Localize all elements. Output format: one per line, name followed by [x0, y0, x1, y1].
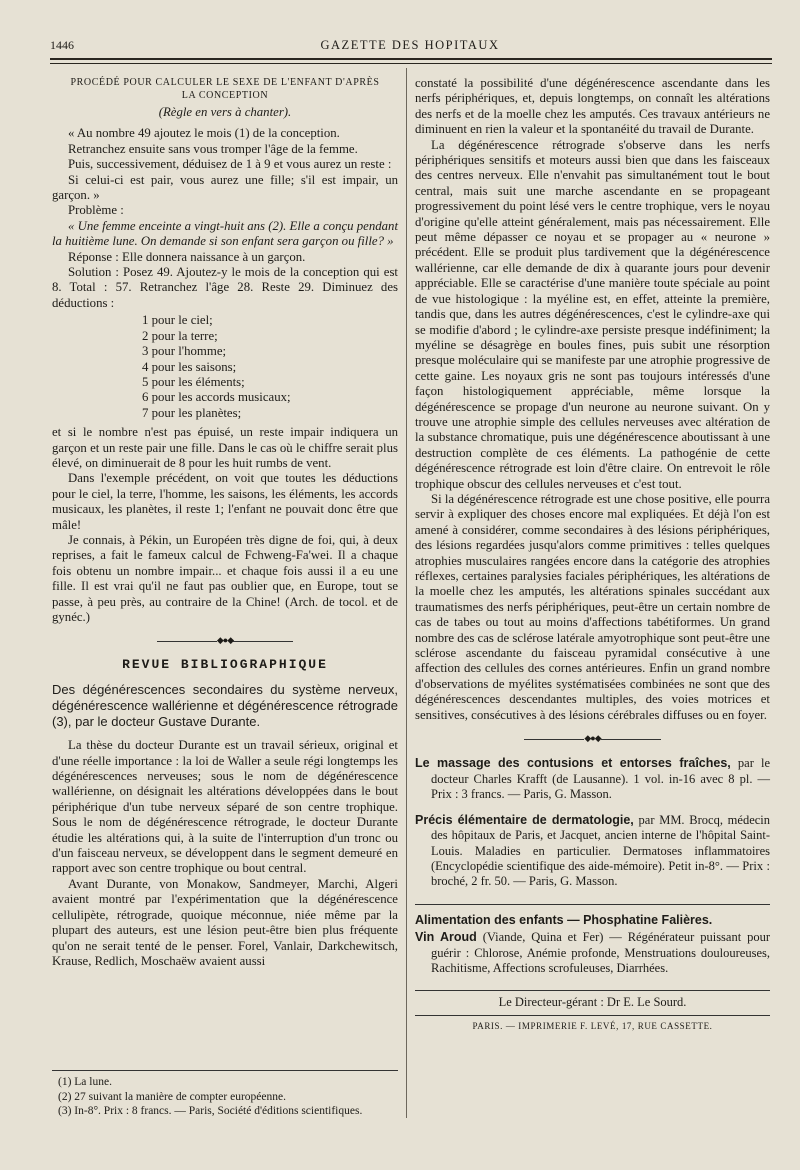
paragraph: La thèse du docteur Durante est un travail sérieux, original et d'une réelle importance : la loi de Waller a seule régi longtemps les dégénérescences nerveuses; sous le nom de dégénérescence wallérienne, on désignait les altérations développées dans le bout périphérique d'un tube nerveux séparé de son centre trophique. Sous le nom de dégénérescence rétrograde, le docteur Durante étudie les altérations qui, à la suite de l'interruption d'un tronc ou d'un faisceau nerveux, se développent dans le segment demeuré en rapport avec son centre trophique ou bout central. — [52, 738, 398, 876]
paragraph: constaté la possibilité d'une dégénérescence ascendante dans les nerfs périphériques, et, depuis longtemps, on connaît les altérations des nerfs et de la moelle chez les amputés. Ces travaux antérieurs ne diminuent en rien la valeur et la spontanéité du travail de Durante. — [415, 76, 770, 137]
paragraph: Je connais, à Pékin, un Européen très digne de foi, qui, à deux reprises, a fait le fameux calcul de Fchweng-Fa'wei. Il a chaque fois obtenu un nombre impair... et chaque fois aussi il a eu une fille. Il est vrai qu'il ne faut pas oublier que, en Europe, tout se passe, à peu près, au contraire de la Chine! (Arch. de tocol. et de gynéc.) — [52, 532, 398, 624]
paragraph: La dégénérescence rétrograde s'observe dans les nerfs périphériques sensitifs et moteurs aussi bien que dans les faisceaux des centres nerveux. Elle n'envahit pas simultanément tout le bout central, mais suit une marche ascendante en se propageant progressivement du point lésé vers le centre trophique, vers le noyau d'origine qu'elle atteint généralement, mais pas nécessairement. Elle peut même dépasser ce noyau et se propager au « neurone » précédent. Elle se produit plus tardivement que la dégénérescence wallérienne, car elle demande de dix à quarante jours pour devenir appréciable. Elle se caractérise d'une manière toute spéciale au point de vue histologique : la myéline est, en effet, atteinte la première, tandis que, dans les autres dégénérescences, c'est le cylindre-axe qui se modifie d'abord ; le cylindre-axe persiste presque indéfiniment; la myéline se désagrège en boules fines, puis subit une résorption presque moléculaire qui se manifeste par une atrophie progressive de cette gaine. Les noyaux gris ne sont pas toujours intéressés d'une façon histologiquement appréciable, même lorsque la dégénérescence se propage d'un neurone au neurone suivant. On y trouve une atrophie simple des cellules nerveuses avec altération de la substance chromatique, puis une dégénérescence aboutissant à une destruction complète de ces éléments. La pathogénie de cette dégénérescence rétrograde est loin d'être claire. On entrevoit le rôle trophique obscur des cellules nerveuses et c'est tout. — [415, 137, 770, 491]
journal-title: GAZETTE DES HOPITAUX — [320, 38, 500, 52]
director-signature: Le Directeur-gérant : Dr E. Le Sourd. — [415, 990, 770, 1010]
paragraph: Avant Durante, von Monakow, Sandmeyer, Marchi, Algeri avaient montré par l'expérimentation que la dégénérescence cellulipète, rétrograde, quoique méconnue, niée même par la plupart des auteurs, est une lésion peut-être bien plus fréquente qu'on ne serait tenté de le penser. Forel, Vanlair, Darkchewitsch, Krause, Redlich, Moschaëw avaient aussi — [52, 876, 398, 968]
advert — [415, 904, 770, 928]
book-notice — [415, 813, 770, 890]
advert-text: Alimentation des enfants — Phosphatine Falières. — [415, 912, 713, 927]
paragraph: « Au nombre 49 ajoutez le mois (1) de la conception. — [68, 126, 340, 141]
deduction-list — [142, 313, 398, 421]
section-heading: REVUE BIBLIOGRAPHIQUE — [122, 656, 328, 672]
paragraph: Problème : — [68, 203, 124, 218]
ornament-divider: ◆●◆ — [52, 633, 398, 648]
ornament-divider: ◆●◆ — [415, 731, 770, 746]
footnotes — [52, 1070, 398, 1119]
header-rule-thin — [50, 63, 772, 64]
footnote: (1) La lune. — [58, 1076, 112, 1088]
book-details: par le docteur Charles Krafft (de Lausanne). 1 vol. in-16 avec 8 pl. — Prix : 3 francs. — Paris, G. Masson. — [431, 756, 771, 802]
paragraph: Réponse : Elle donnera naissance à un garçon. — [68, 249, 306, 264]
header-rule — [50, 58, 772, 60]
paragraph: Retranchez ensuite sans vous tromper l'âge de la femme. — [68, 141, 358, 156]
footnote: (3) In-8°. Prix : 8 francs. — Paris, Société d'éditions scientifiques. — [58, 1105, 363, 1117]
article-title-1: PROCÉDÉ POUR CALCULER LE SEXE DE L'ENFANT D'APRÈS LA CONCEPTION — [70, 77, 380, 101]
paragraph: Si celui-ci est pair, vous aurez une fille; s'il est impair, un garçon. » — [52, 172, 398, 203]
review-title: Des dégénérescences secondaires du système nerveux, dégénérescence wallérienne et dégénérescence rétrograde (3), par le docteur Gustave Durante. — [52, 682, 398, 730]
list-item: 3 pour l'homme; — [142, 344, 227, 359]
list-item: 7 pour les planètes; — [142, 405, 242, 420]
advert-details: (Viande, Quina et Fer) — Régénérateur puissant pour guérir : Chlorose, Anémie profonde, Menstruations douloureuses, Rachitisme, Affections scrofuleuses, Diarrhées. — [431, 930, 771, 975]
book-notice — [415, 756, 770, 802]
book-title: Précis élémentaire de dermatologie, — [415, 812, 634, 827]
paragraph: Dans l'exemple précédent, on voit que toutes les déductions pour le ciel, la terre, l'homme, les saisons, les éléments, les accords musicaux, les planètes, il reste 1; l'enfant ne pouvait donc être que mâle! — [52, 471, 398, 532]
book-details: par MM. Brocq, médecin des hôpitaux de Paris, et Jacquet, ancien interne de l'hôpital Saint-Louis. Maladies en particulier. Dermatoses inflammatoires (Encyclopédie scientifique des aide-mémoire). Petit in-8°. — Prix : broché, 2 fr. 50. — Paris, G. Masson. — [431, 812, 771, 889]
advert — [415, 930, 770, 976]
list-item: 2 pour la terre; — [142, 328, 218, 343]
right-column — [415, 76, 770, 1034]
paragraph: Puis, successivement, déduisez de 1 à 9 et vous aurez un reste : — [68, 157, 392, 172]
list-item: 4 pour les saisons; — [142, 359, 237, 374]
article-subtitle: (Règle en vers à chanter). — [158, 105, 292, 119]
page-number: 1446 — [50, 38, 74, 52]
paragraph: Solution : Posez 49. Ajoutez-y le mois de la conception qui est 8. Total : 57. Retranchez l'âge 28. Reste 29. Diminuez des déductions : — [52, 265, 398, 310]
column-divider — [406, 68, 407, 1118]
footnote: (2) 27 suivant la manière de compter européenne. — [58, 1090, 286, 1103]
list-item: 5 pour les éléments; — [142, 374, 245, 389]
paragraph: « Une femme enceinte a vingt-huit ans (2). Elle a conçu pendant la huitième lune. On demande si son enfant sera garçon ou fille? » — [52, 218, 398, 249]
left-column — [52, 76, 398, 969]
list-item: 1 pour le ciel; — [142, 313, 213, 328]
list-item: 6 pour les accords musicaux; — [142, 390, 291, 405]
book-title: Le massage des contusions et entorses fraîches, — [415, 756, 731, 771]
paragraph: et si le nombre n'est pas épuisé, un reste impair indiquera un garçon et un reste pair une fille. Dans le cas où le chiffre serait plus élevé, on diminuerait de 8 pour les huit rumbs de vent. — [52, 425, 398, 470]
paragraph: Si la dégénérescence rétrograde est une chose positive, elle pourra servir à expliquer des choses encore mal expliquées. Et déjà l'on est amené à considérer, comme secondaires à des lésions périphériques, des lésions regardées jusqu'alors comme primitives : telles quelques atrophies musculaires rangées encore dans la catégorie des atrophies réflexes, certaines paralysies faciales périphériques, les altérations de la moelle chez les amputés, les altérations spinales succédant aux traumatismes des nerfs périphériques, peut-être un certain nombre de cas de tabes ou tout au moins d'affections tabétiformes. Un grand nombre des cas de sclérose latérale amyotrophique sont peut-être une sclérose ascendante du faisceau pyramidal consécutive à une affection des cellules des cornes antérieures. Enfin un grand nombre d'observations de myélites systématisées combinées ne sont que des dégénérescences descendantes multiples, des voies motrices et sensitives, consécutives à des lésions cérébrales diffuses ou en foyer. — [415, 491, 770, 722]
printer-imprint: PARIS. — IMPRIMERIE F. LEVÉ, 17, RUE CASSETTE. — [415, 1015, 770, 1034]
page-header — [50, 38, 770, 58]
advert-title: Vin Aroud — [415, 930, 477, 945]
